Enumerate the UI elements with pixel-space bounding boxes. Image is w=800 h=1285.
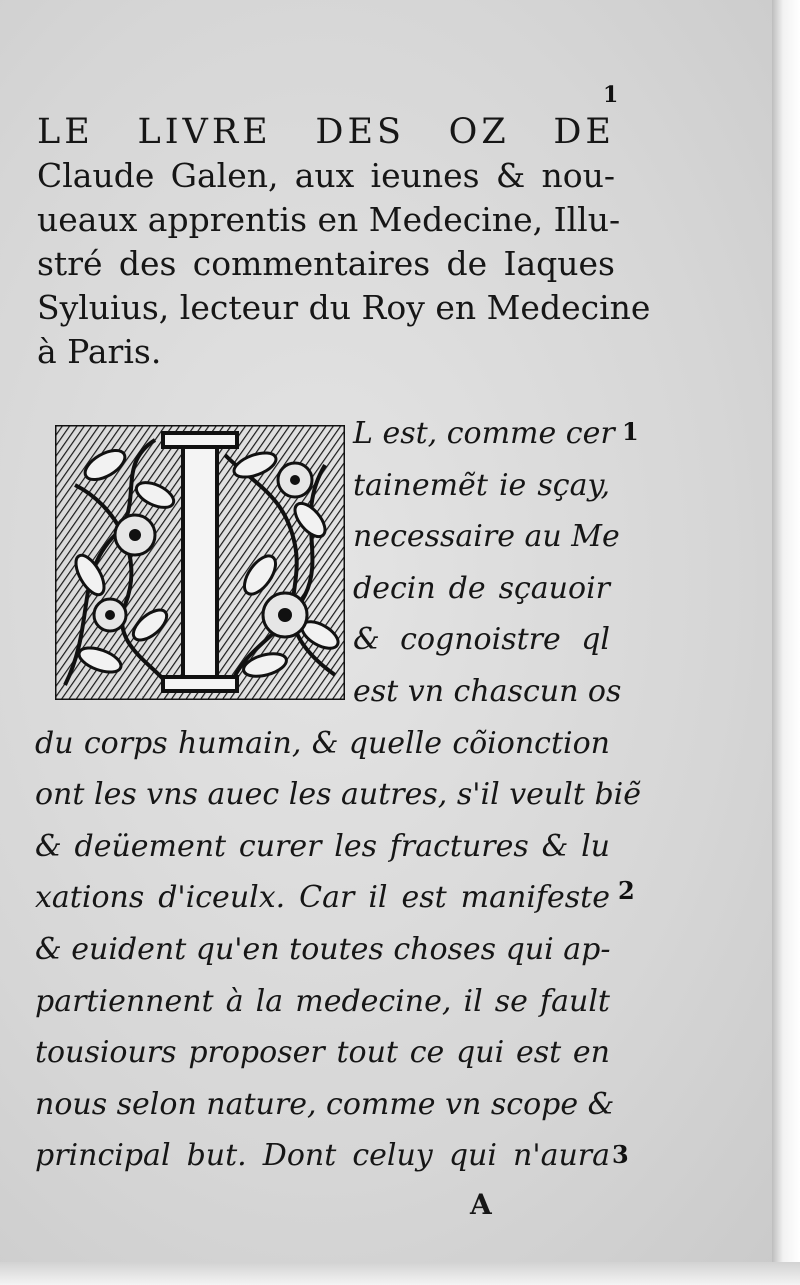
body-line: xations d'iceulx. Car il est manifeste [35,880,610,916]
heading-line: LE LIVRE DES OZ DE [37,112,615,152]
body-line: decin de sçauoir [353,570,610,606]
page-edge [772,0,800,1285]
body-line: & deüement curer les fractures & lu [35,828,610,864]
title-heading [37,110,651,374]
heading-line: à Paris. [37,332,162,371]
body-line: necessaire au Me [353,519,620,555]
body-line: ont les vns auec les autres, s'il veult biẽ [35,777,641,813]
body-line: tainemẽt ie sçay, [353,467,610,503]
heading-line: Syluius, lecteur du Roy en Medecine [37,288,651,327]
signature-mark: A [470,1188,492,1221]
body-line: partiennent à la medecine, il se fault [35,983,610,1019]
heading-line: ueaux apprentis en Medecine, Illu- [37,200,621,239]
body-line: nous selon nature, comme vn scope & [35,1086,615,1122]
folio-number: 1 [603,82,619,108]
body-line: & euident qu'en toutes choses qui ap- [35,931,611,967]
body-line: L est, comme cer [353,416,615,451]
body-line: est vn chascun os [353,673,622,709]
heading-line: stré des commentaires de Iaques [37,244,615,283]
margin-note-number: 1 [622,417,639,446]
page-bottom-edge [0,1262,800,1285]
body-text [35,408,641,1182]
heading-line: Claude Galen, aux ieunes & nou- [37,156,615,195]
body-line: tousiours proposer tout ce qui est en [35,1035,610,1071]
body-line: principal but. Dont celuy qui n'aura [35,1138,610,1174]
margin-note-number: 3 [612,1140,629,1169]
body-line: & cognoistre ql [353,622,610,658]
margin-note-number: 2 [618,876,635,905]
body-line: du corps humain, & quelle cõionction [35,725,610,761]
